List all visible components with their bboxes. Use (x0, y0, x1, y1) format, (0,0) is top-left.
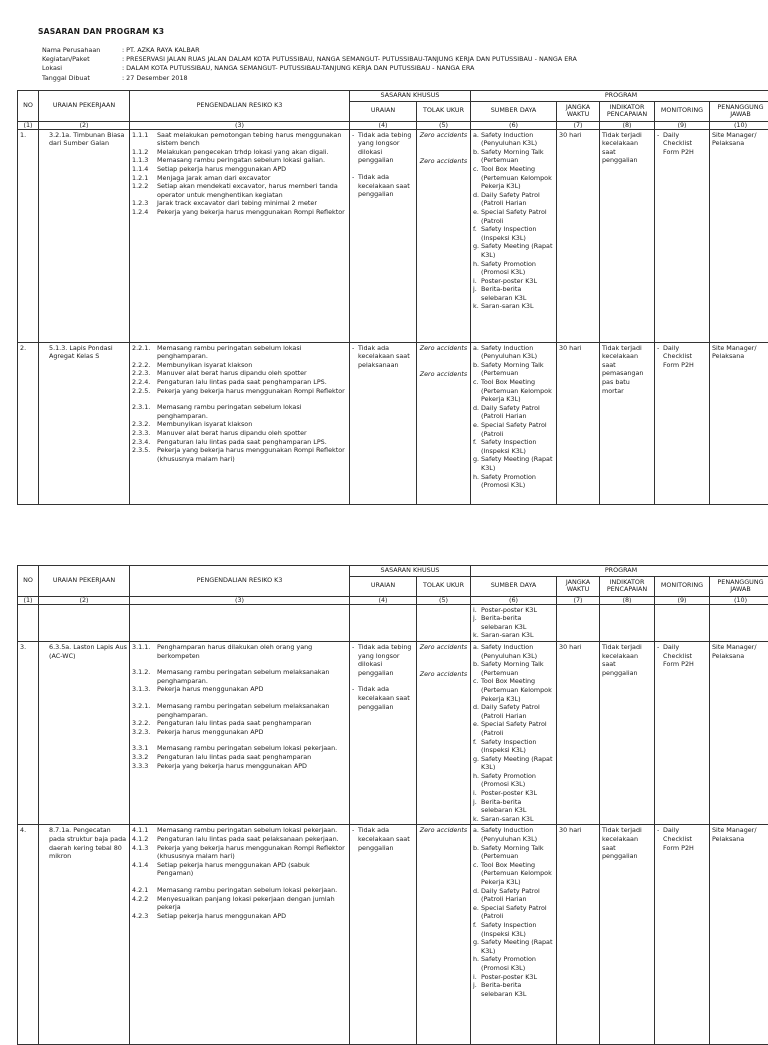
row-pengendalian: 4.1.1 Memasang rambu peringatan sebelum lokasi pekerjaan. 4.1.2 Pengaturan lalu lintas pada saat pelaksanaan pekerjaan. 4.1.3 Pekerja yang bekerja harus menggunakan Rompi Reflektor (khususnya malam hari) 4.1.4 Setiap pekerja harus menggunakan APD (sabuk Pengaman) 4.2.1 Memasang rambu peringatan sebelum lokasi pekerjaan. 4.2.2 Menyesuaikan panjang lokasi pekerjaan dengan jumlah pekerja 4.2.3 Setiap pekerja harus menggunakan APD (130, 825, 350, 1045)
header-indikator: INDIKATOR PENCAPAIAN (600, 101, 655, 121)
header-sumber-daya: SUMBER DAYA (471, 101, 557, 121)
col-number: (7) (557, 596, 600, 604)
meta-row-kegiatan (42, 55, 577, 64)
row-sumber-daya: i. Poster-poster K3L j. Berita-berita selebaran K3L k. Saran-saran K3L (471, 604, 557, 641)
header-penanggung-jawab: PENANGGUNG JAWAB (710, 576, 768, 596)
meta-label: Lokasi (42, 64, 122, 73)
col-number: (4) (350, 596, 417, 604)
table-row (18, 604, 768, 641)
row-penanggung-jawab: Site Manager/ Pelaksana (710, 825, 768, 1045)
col-number: (2) (39, 121, 130, 129)
col-number: (5) (417, 121, 471, 129)
row-monitoring: - Daily Checklist Form P2H (655, 129, 710, 342)
header-tolak-ukur: TOLAK UKUR (417, 576, 471, 596)
header-sasaran-khusus: SASARAN KHUSUS (350, 566, 471, 577)
row-monitoring (655, 604, 710, 641)
col-number: (2) (39, 596, 130, 604)
row-tolak-ukur (417, 604, 471, 641)
meta-row-company (42, 46, 577, 55)
row-pengendalian: 2.2.1. Memasang rambu peringatan sebelum lokasi penghamparan. 2.2.2. Membunyikan isyarat klakson 2.2.3. Manuver alat berat harus dipandu oleh spotter 2.2.4. Pengaturan lalu lintas pada saat penghamparan LPS. 2.2.5. Pekerja yang bekerja harus menggunakan Rompi Reflektor 2.3.1. Memasang rambu peringatan sebelum lokasi penghamparan. 2.3.2. Membunyikan isyarat klakson 2.3.3. Manuver alat berat harus dipandu oleh spotter 2.3.4. Pengaturan lalu lintas pada saat penghamparan LPS. 2.3.5. Pekerja yang bekerja harus menggunakan Rompi Reflektor (khususnya malam hari) (130, 342, 350, 504)
row-indikator: Tidak terjadi kecelakaan saat penggalian (600, 129, 655, 342)
meta-value: : DALAM KOTA PUTUSSIBAU, NANGA SEMANGUT- PUTUSSIBAU-TANJUNG KERJA DAN PUTUSSIBAU - NANGA ERA (122, 64, 474, 73)
row-tolak-ukur: Zero accidents Zero accidents (417, 129, 471, 342)
col-number: (10) (710, 121, 768, 129)
header-penanggung-jawab: PENANGGUNG JAWAB (710, 101, 768, 121)
meta-label: Nama Perusahaan (42, 46, 122, 55)
col-number: (9) (655, 596, 710, 604)
row-penanggung-jawab: Site Manager/ Pelaksana (710, 129, 768, 342)
col-number: (8) (600, 596, 655, 604)
header-monitoring: MONITORING (655, 101, 710, 121)
document-title: SASARAN DAN PROGRAM K3 (38, 28, 164, 37)
header-program: PROGRAM (471, 91, 768, 102)
row-jangka-waktu: 30 hari (557, 129, 600, 342)
col-number: (7) (557, 121, 600, 129)
col-number: (3) (130, 121, 350, 129)
meta-label: Kegiatan/Paket (42, 55, 122, 64)
row-indikator (600, 604, 655, 641)
header-indikator: INDIKATOR PENCAPAIAN (600, 576, 655, 596)
meta-value: : PRESERVASI JALAN RUAS JALAN DALAM KOTA PUTUSSIBAU, NANGA SEMANGUT- PUTUSSIBAU-TANJUNG KERJA DAN PUTUSSIBAU - NANGA ERA (122, 55, 577, 64)
row-no (18, 604, 39, 641)
row-sumber-daya: a. Safety Induction (Penyuluhan K3L) b. Safety Morning Talk (Pertemuan c. Tool Box Meeting (Pertemuan Kelompok Pekerja K3L) d. Daily Safety Patrol (Patroli Harian e. Special Safety Patrol (Patroli f. Safety Inspection (Inspeksi K3L) g. Safety Meeting (Rapat K3L) h. Safety Promotion (Promosi K3L) i. Poster-poster K3L j. Berita-berita selebaran K3L k. Saran-saran K3L (471, 129, 557, 342)
header-pengendalian: PENGENDALIAN RESIKO K3 (130, 566, 350, 597)
meta-row-tanggal (42, 74, 577, 83)
row-uraian-pekerjaan: 3.2.1a. Timbunan Biasa dari Sumber Galan (39, 129, 130, 342)
row-penanggung-jawab: Site Manager/ Pelaksana (710, 342, 768, 504)
row-jangka-waktu: 30 hari (557, 342, 600, 504)
header-uraian: URAIAN (350, 576, 417, 596)
col-number: (6) (471, 121, 557, 129)
row-monitoring: - Daily Checklist Form P2H (655, 342, 710, 504)
row-uraian-pekerjaan: 8.7.1a. Pengecatan pada struktur baja pada daerah kering tebal 80 mikron (39, 825, 130, 1045)
header-uraian-pekerjaan: URAIAN PEKERJAAN (39, 91, 130, 122)
row-no: 2. (18, 342, 39, 504)
row-sasaran-uraian: - Tidak ada tebing yang longsor dilokasi penggalian - Tidak ada kecelakaan saat penggalian (350, 129, 417, 342)
header-sasaran-khusus: SASARAN KHUSUS (350, 91, 471, 102)
row-no: 3. (18, 641, 39, 824)
meta-value: : 27 Desember 2018 (122, 74, 188, 83)
row-uraian-pekerjaan: 5.1.3. Lapis Pondasi Agregat Kelas S (39, 342, 130, 504)
row-uraian-pekerjaan: 6.3.5a. Laston Lapis Aus (AC-WC) (39, 641, 130, 824)
col-number: (9) (655, 121, 710, 129)
header-sumber-daya: SUMBER DAYA (471, 576, 557, 596)
row-indikator: Tidak terjadi kecelakaan saat penggalian (600, 641, 655, 824)
row-tolak-ukur: Zero accidents (417, 825, 471, 1045)
row-no: 1. (18, 129, 39, 342)
row-penanggung-jawab: Site Manager/ Pelaksana (710, 641, 768, 824)
row-sumber-daya: a. Safety Induction (Penyuluhan K3L) b. Safety Morning Talk (Pertemuan c. Tool Box Meeting (Pertemuan Kelompok Pekerja K3L) d. Daily Safety Patrol (Patroli Harian e. Special Safety Patrol (Patroli f. Safety Inspection (Inspeksi K3L) g. Safety Meeting (Rapat K3L) h. Safety Promotion (Promosi K3L) (471, 342, 557, 504)
col-number: (1) (18, 596, 39, 604)
meta-value: : PT. AZKA RAYA KALBAR (122, 46, 200, 55)
row-pengendalian (130, 604, 350, 641)
header-monitoring: MONITORING (655, 576, 710, 596)
header-uraian: URAIAN (350, 101, 417, 121)
col-number: (8) (600, 121, 655, 129)
row-indikator: Tidak terjadi kecelakaan saat pemasangan pas batu mortar (600, 342, 655, 504)
row-uraian-pekerjaan (39, 604, 130, 641)
k3-table-page-1 (17, 90, 768, 505)
col-number: (6) (471, 596, 557, 604)
row-sasaran-uraian: - Tidak ada tebing yang longsor dilokasi penggalian - Tidak ada kecelakaan saat penggalian (350, 641, 417, 824)
row-sumber-daya: a. Safety Induction (Penyuluhan K3L) b. Safety Morning Talk (Pertemuan c. Tool Box Meeting (Pertemuan Kelompok Pekerja K3L) d. Daily Safety Patrol (Patroli Harian e. Special Safety Patrol (Patroli f. Safety Inspection (Inspeksi K3L) g. Safety Meeting (Rapat K3L) h. Safety Promotion (Promosi K3L) i. Poster-poster K3L j. Berita-berita selebaran K3L (471, 825, 557, 1045)
row-jangka-waktu: 30 hari (557, 825, 600, 1045)
header-jangka-waktu: JANGKA WAKTU (557, 576, 600, 596)
header-no: NO (18, 91, 39, 122)
table-row (18, 129, 768, 342)
row-sasaran-uraian (350, 604, 417, 641)
col-number: (10) (710, 596, 768, 604)
col-number: (4) (350, 121, 417, 129)
row-monitoring: - Daily Checklist Form P2H (655, 641, 710, 824)
header-uraian-pekerjaan: URAIAN PEKERJAAN (39, 566, 130, 597)
table-row (18, 641, 768, 824)
header-no: NO (18, 566, 39, 597)
row-pengendalian: 3.1.1. Penghamparan harus dilakukan oleh orang yang berkompeten 3.1.2. Memasang rambu peringatan sebelum melaksanakan penghamparan. 3.1.3. Pekerja harus menggunakan APD 3.2.1. Memasang rambu peringatan sebelum melaksanakan penghamparan. 3.2.2. Pengaturan lalu lintas pada saat penghamparan 3.2.3. Pekerja harus menggunakan APD 3.3.1 Memasang rambu peringatan sebelum lokasi pekerjaan. 3.3.2 Pengaturan lalu lintas pada saat penghamparan 3.3.3 Pekerja yang bekerja harus menggunakan APD (130, 641, 350, 824)
col-number: (5) (417, 596, 471, 604)
k3-table-page-2 (17, 565, 768, 1045)
meta-row-lokasi (42, 64, 577, 73)
table-row (18, 342, 768, 504)
header-program: PROGRAM (471, 566, 768, 577)
row-monitoring: - Daily Checklist Form P2H (655, 825, 710, 1045)
row-sasaran-uraian: - Tidak ada kecelakaan saat pelaksanaan (350, 342, 417, 504)
row-no: 4. (18, 825, 39, 1045)
header-pengendalian: PENGENDALIAN RESIKO K3 (130, 91, 350, 122)
row-sasaran-uraian: - Tidak ada kecelakaan saat penggalian (350, 825, 417, 1045)
row-jangka-waktu (557, 604, 600, 641)
col-number: (3) (130, 596, 350, 604)
meta-label: Tanggal Dibuat (42, 74, 122, 83)
row-tolak-ukur: Zero accidents Zero accidents (417, 342, 471, 504)
header-jangka-waktu: JANGKA WAKTU (557, 101, 600, 121)
header-tolak-ukur: TOLAK UKUR (417, 101, 471, 121)
row-tolak-ukur: Zero accidents Zero accidents (417, 641, 471, 824)
row-jangka-waktu: 30 hari (557, 641, 600, 824)
row-penanggung-jawab (710, 604, 768, 641)
row-indikator: Tidak terjadi kecelakaan saat penggalian (600, 825, 655, 1045)
table-row (18, 825, 768, 1045)
row-pengendalian: 1.1.1 Saat melakukan pemotongan tebing harus menggunakan sistem bench 1.1.2 Melakukan pengecekan trhdp lokasi yang akan digali. 1.1.3 Memasang rambu peringatan sebelum lokasi galian. 1.1.4 Setiap pekerja harus menggunakan APD 1.2.1 Menjaga jarak aman dari excavator 1.2.2 Setiap akan mendekati excavator, harus memberi tanda operator untuk menghentikan kegiatan 1.2.3 Jarak track excavator dari tebing minimal 2 meter 1.2.4 Pekerja yang bekerja harus menggunakan Rompi Reflektor (130, 129, 350, 342)
row-sumber-daya: a. Safety Induction (Penyuluhan K3L) b. Safety Morning Talk (Pertemuan c. Tool Box Meeting (Pertemuan Kelompok Pekerja K3L) d. Daily Safety Patrol (Patroli Harian e. Special Safety Patrol (Patroli f. Safety Inspection (Inspeksi K3L) g. Safety Meeting (Rapat K3L) h. Safety Promotion (Promosi K3L) i. Poster-poster K3L j. Berita-berita selebaran K3L k. Saran-saran K3L (471, 641, 557, 824)
col-number: (1) (18, 121, 39, 129)
document-meta (42, 46, 577, 83)
